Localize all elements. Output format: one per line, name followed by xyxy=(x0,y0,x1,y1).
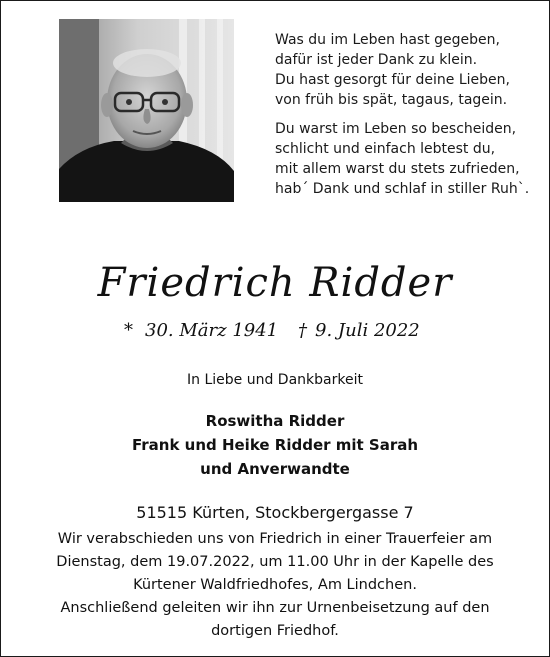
poem xyxy=(275,30,540,199)
notice-line: Kürtener Waldfriedhofes, Am Lindchen. xyxy=(133,577,417,593)
poem-line: von früh bis spät, tagaus, tagein. xyxy=(275,92,508,108)
mourners-list xyxy=(0,409,550,481)
portrait-photo-icon xyxy=(59,19,234,202)
dedication-line: In Liebe und Dankbarkeit xyxy=(187,372,363,388)
funeral-notice xyxy=(0,528,550,643)
notice-line: Dienstag, dem 19.07.2022, um 11.00 Uhr in der Kapelle des xyxy=(56,554,494,570)
poem-line: Du warst im Leben so bescheiden, xyxy=(275,121,517,137)
poem-line: dafür ist jeder Dank zu klein. xyxy=(275,52,478,68)
poem-line: Du hast gesorgt für deine Lieben, xyxy=(275,72,510,88)
poem-line: Was du im Leben hast gegeben, xyxy=(275,32,500,48)
mourner-name: Roswitha Ridder xyxy=(205,412,345,430)
mourner-name: und Anverwandte xyxy=(200,460,350,478)
deceased-name: Friedrich Ridder xyxy=(97,260,453,306)
life-dates xyxy=(0,318,550,344)
death-date-group xyxy=(298,318,420,344)
poem-line: mit allem warst du stets zufrieden, xyxy=(275,161,520,177)
notice-line: dortigen Friedhof. xyxy=(211,623,339,639)
poem-line: schlicht und einfach lebtest du, xyxy=(275,141,496,157)
death-date: 9. Juli 2022 xyxy=(315,320,420,341)
birth-date: 30. März 1941 xyxy=(145,320,279,341)
poem-line: hab´ Dank und schlaf in stiller Ruh`. xyxy=(275,181,530,197)
birth-date-group xyxy=(124,318,278,344)
mourner-name: Frank und Heike Ridder mit Sarah xyxy=(131,436,419,454)
poem-stanza-1 xyxy=(275,30,540,110)
birth-symbol: * xyxy=(124,320,133,341)
address: 51515 Kürten, Stockbergergasse 7 xyxy=(136,503,414,522)
portrait-photo xyxy=(59,19,234,202)
poem-stanza-2 xyxy=(275,119,540,199)
notice-line: Anschließend geleiten wir ihn zur Urnenbeisetzung auf den xyxy=(60,600,490,616)
notice-line: Wir verabschieden uns von Friedrich in einer Trauerfeier am xyxy=(57,531,493,547)
death-cross-icon: † xyxy=(298,320,307,341)
